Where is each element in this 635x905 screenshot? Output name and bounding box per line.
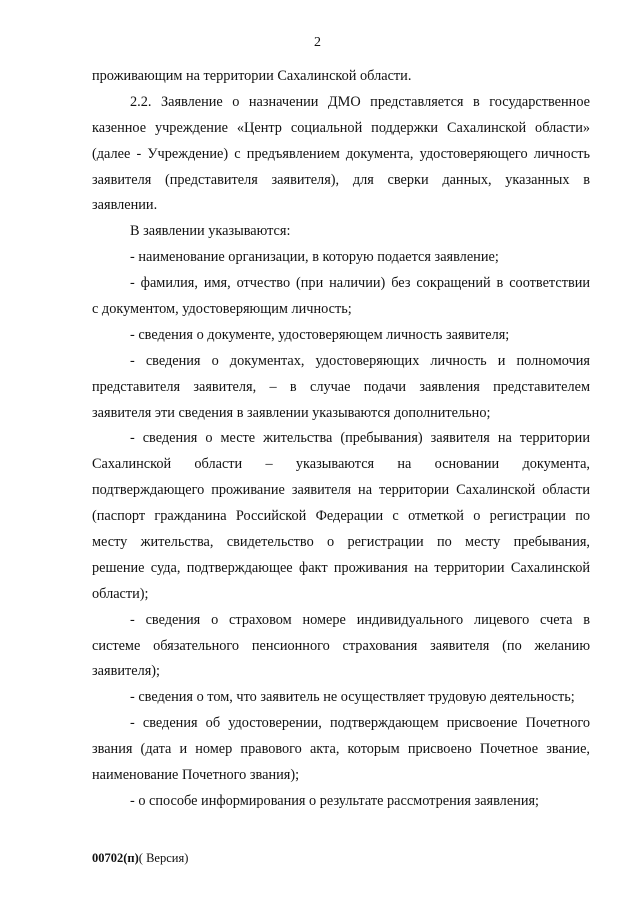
text-line: - сведения о страховом номере индивидуального лицевого счета в [130,611,590,628]
text-line: заявителя (представителя заявителя), для сверки данных, указанных в [92,171,590,188]
text-line: системе обязательного пенсионного страхования заявителя (по желанию [92,637,590,654]
text-line: (далее - Учреждение) с предъявлением документа, удостоверяющего личность [92,145,590,162]
text-line: представителя заявителя, – в случае подачи заявления представителем [92,378,590,395]
text-line: области); [92,585,149,602]
page-number: 2 [314,35,321,50]
text-line: звания (дата и номер правового акта, которым присвоено Почетное звание, [92,741,590,758]
text-line: - сведения о том, что заявитель не осуществляет трудовую деятельность; [130,689,575,706]
text-line: - сведения о документах, удостоверяющих личность и полномочия [130,352,590,369]
text-line: Сахалинской области – указываются на основании документа, [92,456,590,473]
text-line: - сведения об удостоверении, подтверждающем присвоение Почетного [130,715,590,732]
text-line: заявлении. [92,197,158,214]
text-line: 2.2. Заявление о назначении ДМО представляется в государственное [130,93,590,110]
text-line: подтверждающего проживание заявителя на территории Сахалинской области [92,482,590,499]
text-line: решение суда, подтверждающее факт проживания на территории Сахалинской [92,559,590,576]
text-line: - сведения о месте жительства (пребывания) заявителя на территории [130,430,590,447]
text-line: (паспорт гражданина Российской Федерации с отметкой о регистрации по [92,508,590,525]
text-line: заявителя эти сведения в заявлении указываются дополнительно; [92,404,491,421]
document-footer [92,851,188,866]
text-line: месту жительства, свидетельство о регистрации по месту пребывания, [92,534,590,551]
footer-version: ( Версия) [138,851,189,865]
text-line: - сведения о документе, удостоверяющем личность заявителя; [130,326,510,343]
text-line: - о способе информирования о результате рассмотрения заявления; [130,792,540,809]
text-line: казенное учреждение «Центр социальной поддержки Сахалинской области» [92,119,590,136]
text-line: проживающим на территории Сахалинской области. [92,68,412,84]
text-line: - наименование организации, в которую подается заявление; [130,249,499,266]
text-line: заявителя); [92,663,161,680]
text-line: наименование Почетного звания); [92,767,300,784]
document-body [92,64,590,815]
text-line: В заявлении указываются: [130,223,291,240]
text-line: с документом, удостоверяющим личность; [92,301,352,318]
text-line: - фамилия, имя, отчество (при наличии) без сокращений в соответствии [130,275,590,292]
footer-code: 00702(п) [92,851,139,865]
